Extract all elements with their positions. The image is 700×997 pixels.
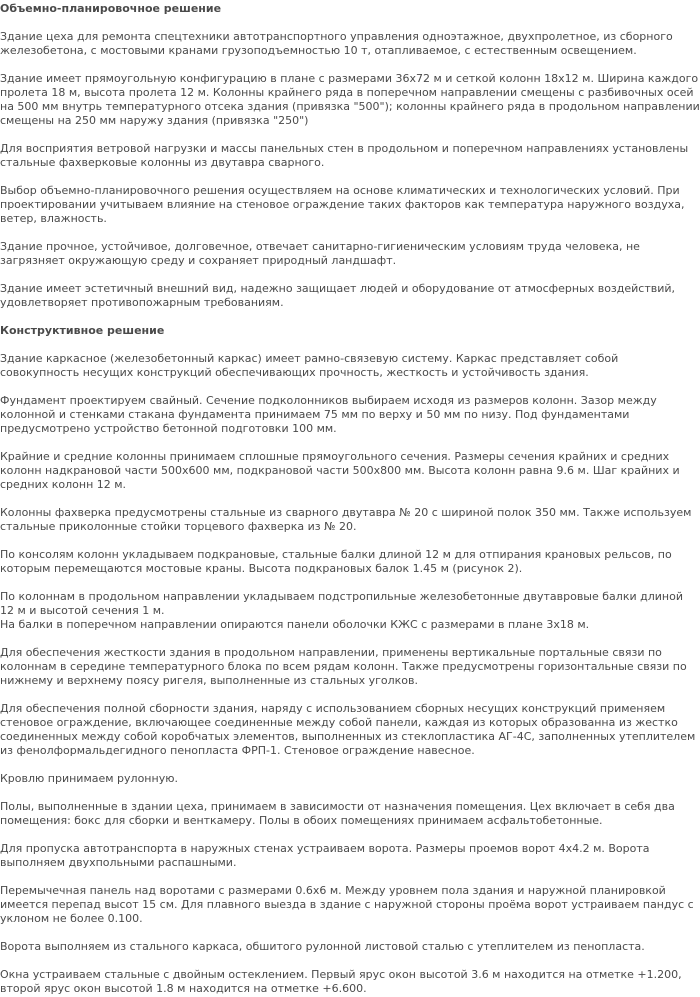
paragraph: Для восприятия ветровой нагрузки и массы панельных стен в продольном и поперечном направлениях установлены стальные фахверковые колонны из двутавра сварного.	[0, 142, 689, 169]
paragraph: Здание цеха для ремонта спецтехники автотранспортного управления одноэтажное, двухпролетное, из сборного железобетона, с мостовыми кранами грузоподъемностью 10 т, отапливаемое, с естественным освещением.	[0, 30, 673, 57]
paragraph: По колоннам в продольном направлении укладываем подстропильные железобетонные двутавровые балки длиной 12 м и высотой сечения 1 м. На балки в поперечном направлении опираются панели оболочки КЖС с размерами в плане 3х18 м.	[0, 590, 683, 631]
paragraph: Перемычечная панель над воротами с размерами 0.6х6 м. Между уровнем пола здания и наружной планировкой имеется перепад высот 15 см. Для плавного выезда в здание с наружной стороны проёма ворот устраиваем пандус с уклоном не более 0.100.	[0, 884, 694, 925]
paragraph: Для обеспечения полной сборности здания, наряду с использованием сборных несущих конструкций применяем стеновое ограждение, включающее соединенные между собой панели, каждая из которых образованна из жестко соединенных между собой коробчатых элементов, выполненных из стеклопластика АГ-4С, заполненных утеплителем из фенолформальдегидного пенопласта ФРП-1. Стеновое ограждение навесное.	[0, 702, 696, 757]
section-heading: Объемно-планировочное решение	[0, 2, 222, 15]
paragraph: Полы, выполненные в здании цеха, принимаем в зависимости от назначения помещения. Цех включает в себя два помещения: бокс для сборки и венткамеру. Полы в обоих помещениях принимаем асфальтобетонные.	[0, 800, 675, 827]
paragraph: Здание каркасное (железобетонный каркас) имеет рамно-связевую систему. Каркас представляет собой совокупность несущих конструкций обеспечивающих прочность, жесткость и устойчивость здания.	[0, 352, 619, 379]
paragraph: Для обеспечения жесткости здания в продольном направлении, применены вертикальные портальные связи по колоннам в середине температурного блока по всем рядам колонн. Также предусмотрены горизонтальные связи по нижнему и верхнему поясу ригеля, выполненные из стальных уголков.	[0, 646, 687, 687]
paragraph: Ворота выполняем из стального каркаса, обшитого рулонной листовой сталью с утеплителем из пенопласта.	[0, 940, 645, 953]
paragraph: По консолям колонн укладываем подкрановые, стальные балки длиной 12 м для отпирания крановых рельсов, по которым перемещаются мостовые краны. Высота подкрановых балок 1.45 м (рисунок 2).	[0, 548, 672, 575]
paragraph: Для пропуска автотранспорта в наружных стенах устраиваем ворота. Размеры проемов ворот 4х4.2 м. Ворота выполняем двухпольными распашными.	[0, 842, 650, 869]
paragraph: Здание имеет эстетичный внешний вид, надежно защищает людей и оборудование от атмосферных воздействий, удовлетворяет противопожарным требованиям.	[0, 282, 676, 309]
paragraph: Здание имеет прямоугольную конфигурацию в плане с размерами 36х72 м и сеткой колонн 18х12 м. Ширина каждого пролета 18 м, высота пролета 12 м. Колонны крайнего ряда в поперечном направлении смещены с разбивочных осей на 500 мм внутрь температурного отсека здания (привязка "500"); колонны крайнего ряда в продольном направлении смещены на 250 мм наружу здания (привязка "250")	[0, 72, 700, 127]
paragraph: Окна устраиваем стальные с двойным остеклением. Первый ярус окон высотой 3.6 м находится на отметке +1.200, второй ярус окон высотой 1.8 м находится на отметке +6.600.	[0, 968, 682, 995]
section-heading: Конструктивное решение	[0, 324, 165, 337]
paragraph: Здание прочное, устойчивое, долговечное, отвечает санитарно-гигиеническим условиям труда человека, не загрязняет окружающую среду и сохраняет природный ландшафт.	[0, 240, 640, 267]
paragraph: Выбор объемно-планировочного решения осуществляем на основе климатических и технологических условий. При проектировании учитываем влияние на стеновое ограждение таких факторов как температура наружного воздуха, ветер, влажность.	[0, 184, 685, 225]
paragraph: Крайние и средние колонны принимаем сплошные прямоугольного сечения. Размеры сечения крайних и средних колонн надкрановой части 500х600 мм, подкрановой части 500х800 мм. Высота колонн равна 9.6 м. Шаг крайних и средних колонн 12 м.	[0, 450, 680, 491]
paragraph: Фундамент проектируем свайный. Сечение подколонников выбираем исходя из размеров колонн. Зазор между колонной и стенками стакана фундамента принимаем 75 мм по верху и 50 мм по низу. Под фундаментами предусмотрено устройство бетонной подготовки 100 мм.	[0, 394, 657, 435]
section-structural	[0, 324, 700, 996]
paragraph: Кровлю принимаем рулонную.	[0, 772, 178, 785]
paragraph: Колонны фахверка предусмотрены стальные из сварного двутавра № 20 с шириной полок 350 мм. Также используем стальные приколонные стойки торцевого фахверка из № 20.	[0, 506, 692, 533]
section-space-planning	[0, 2, 700, 310]
